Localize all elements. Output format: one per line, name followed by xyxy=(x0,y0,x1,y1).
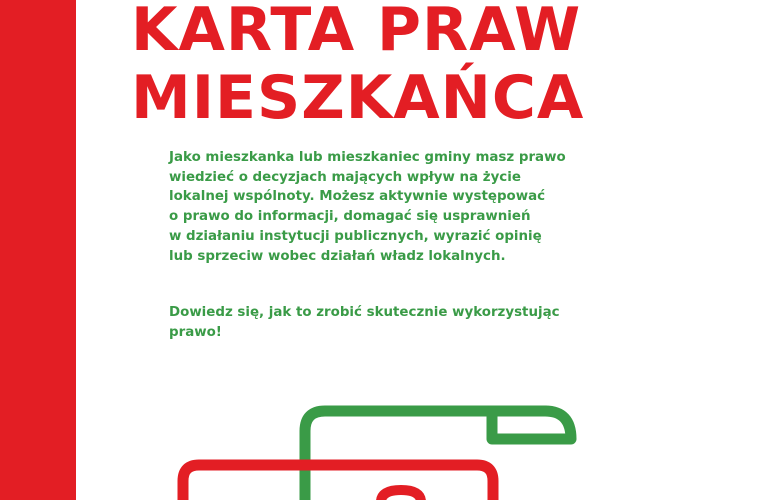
intro-line-2: wiedzieć o decyzjach mających wpływ na życie xyxy=(169,169,521,185)
intro-line-4: o prawo do informacji, domagać się usprawnień xyxy=(169,209,531,225)
title-line-1: KARTA PRAW xyxy=(131,0,582,65)
document-scroll-icon xyxy=(170,376,590,500)
intro-line-1: Jako mieszkanka lub mieszkaniec gminy masz prawo xyxy=(169,150,566,165)
red-frame xyxy=(183,465,493,500)
red-emblem xyxy=(381,490,421,500)
call-to-action-paragraph xyxy=(169,303,609,343)
left-red-band xyxy=(0,0,76,500)
title-line-2: MIESZKAŃCA xyxy=(131,63,585,133)
page-title xyxy=(131,0,584,132)
cta-line-2: prawo! xyxy=(169,325,222,340)
scroll-sheet-outline xyxy=(305,411,545,500)
intro-paragraph xyxy=(169,148,609,266)
intro-line-5: w działaniu instytucji publicznych, wyrazić opinię xyxy=(169,228,542,244)
cta-line-1: Dowiedz się, jak to zrobić skutecznie wykorzystując xyxy=(169,305,560,320)
intro-line-3: lokalnej wspólnoty. Możesz aktywnie występować xyxy=(169,189,546,205)
intro-line-6: lub sprzeciw wobec działań władz lokalnych. xyxy=(169,248,506,264)
